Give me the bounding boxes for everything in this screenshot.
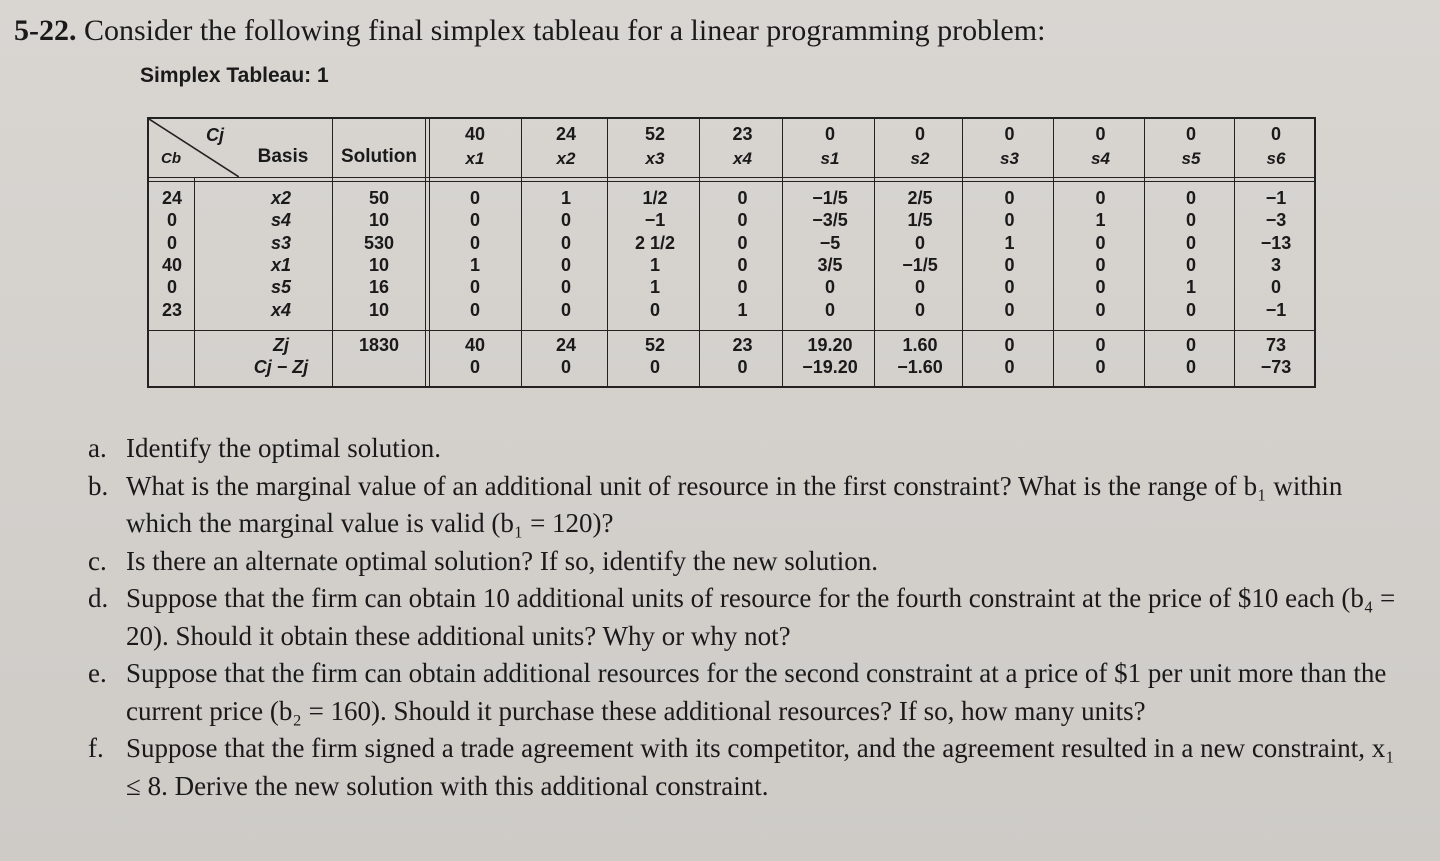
question-label: f. — [88, 733, 104, 763]
coefficient-cell: 0 — [1004, 254, 1015, 275]
cj-value: 52 — [644, 124, 666, 144]
problem-heading — [14, 14, 1414, 48]
coefficient-cell: 0 — [914, 299, 925, 320]
cj-zj-label: Cj − Zj — [253, 357, 309, 377]
zj-solution: 1830 — [358, 335, 400, 355]
coefficient-cell: 0 — [1185, 210, 1196, 231]
cj-zj-value: −73 — [1260, 357, 1292, 377]
col-divider — [1053, 119, 1054, 386]
coefficient-cell: 2/5 — [907, 188, 933, 208]
coefficient-cell: 0 — [560, 277, 571, 298]
simplex-tableau — [147, 117, 1316, 388]
coefficient-cell: 3/5 — [817, 254, 843, 275]
cb-value: 40 — [161, 254, 183, 275]
coefficient-cell: 0 — [737, 188, 748, 208]
coefficient-cell: 0 — [1185, 232, 1196, 253]
coefficient-cell: 1 — [560, 188, 571, 208]
solution-value: 16 — [368, 277, 390, 298]
solution-value: 10 — [368, 299, 390, 320]
coefficient-cell: 3 — [1270, 254, 1281, 275]
cb-corner-label: Cb — [161, 150, 181, 167]
cb-value: 0 — [166, 277, 177, 298]
coefficient-cell: 1 — [1004, 232, 1015, 253]
coefficient-cell: 1/5 — [907, 210, 933, 231]
coefficient-cell: 1/2 — [642, 188, 668, 208]
zj-value: 23 — [732, 335, 753, 355]
basis-variable: s4 — [270, 210, 292, 231]
question-text: Suppose that the firm can obtain 10 additional units of resource for the fourth constraint at the price of $10 each (b₄ = 20). Should it obtain these additional units? Why or why not? — [126, 583, 1396, 651]
coefficient-cell: 0 — [1185, 299, 1196, 320]
cb-value: 24 — [161, 188, 183, 208]
coefficient-cell: −3 — [1265, 210, 1287, 231]
cj-corner-label: Cj — [206, 125, 224, 145]
question-label: d. — [88, 583, 109, 613]
solution-value: 50 — [368, 188, 390, 208]
cj-value: 0 — [1270, 124, 1281, 144]
coefficient-cell: 0 — [1004, 299, 1015, 320]
cb-value: 23 — [161, 299, 183, 320]
coefficient-cell: 0 — [560, 254, 571, 275]
col-divider — [962, 119, 963, 386]
coefficient-cell: 0 — [469, 188, 480, 208]
coefficient-cell: 0 — [824, 299, 835, 320]
zj-value: 0 — [1095, 335, 1106, 355]
coefficient-cell: 0 — [469, 232, 480, 253]
question-text: Suppose that the firm can obtain additional resources for the second constraint at a price of $1 per unit more than the current price (b₂ = 160). Should it purchase these additional resources? If so, how many units? — [126, 658, 1387, 726]
col-divider — [607, 119, 608, 386]
coefficient-cell: 0 — [737, 232, 748, 253]
variable-header: s5 — [1181, 149, 1201, 168]
question-item — [88, 580, 1398, 655]
cj-value: 23 — [732, 124, 753, 144]
coefficient-cell: 0 — [1185, 254, 1196, 275]
variable-header: s6 — [1266, 149, 1286, 168]
cj-value: 0 — [1185, 124, 1196, 144]
cj-value: 0 — [914, 124, 925, 144]
variable-header: s4 — [1091, 149, 1110, 168]
cj-value: 40 — [464, 124, 486, 144]
coefficient-cell: 0 — [469, 210, 480, 231]
coefficient-cell: 0 — [469, 299, 480, 320]
question-label: a. — [88, 433, 107, 463]
zj-value: 0 — [1185, 335, 1196, 355]
cj-zj-value: 0 — [1185, 357, 1196, 377]
coefficient-cell: 0 — [649, 299, 660, 320]
question-item — [88, 655, 1398, 730]
coefficient-cell: −1/5 — [812, 188, 848, 208]
coefficient-cell: 1 — [737, 299, 748, 320]
coefficient-cell: 0 — [914, 232, 925, 253]
coefficient-cell: 1 — [469, 254, 480, 275]
question-text: Suppose that the firm signed a trade agreement with its competitor, and the agreement resulted in a new constraint, x₁ ≤ 8. Derive the new solution with this additional constraint. — [126, 733, 1395, 801]
cj-zj-value: −19.20 — [802, 357, 858, 377]
coefficient-cell: 0 — [1004, 210, 1015, 231]
tableau-title: Simplex Tableau: 1 — [140, 64, 329, 87]
zj-value: 1.60 — [902, 335, 938, 355]
question-list — [88, 430, 1398, 805]
variable-header: x1 — [465, 149, 485, 168]
col-divider — [521, 119, 522, 386]
col-divider — [1234, 119, 1235, 386]
zj-value: 73 — [1265, 335, 1287, 355]
coefficient-cell: 0 — [1185, 188, 1196, 208]
coefficient-cell: 1 — [649, 254, 660, 275]
cj-value: 0 — [1004, 124, 1015, 144]
col-divider — [782, 119, 783, 386]
cj-zj-value: −1.60 — [897, 357, 943, 377]
cb-value: 0 — [166, 210, 177, 231]
cj-value: 0 — [824, 124, 835, 144]
coefficient-cell: −5 — [819, 232, 841, 253]
question-label: b. — [88, 470, 109, 501]
coefficient-cell: 2 1/2 — [634, 232, 676, 253]
cb-divider — [194, 177, 195, 386]
question-item — [88, 430, 1398, 468]
coefficient-cell: 0 — [1095, 232, 1106, 253]
coefficient-cell: 0 — [737, 210, 748, 231]
cj-zj-value: 0 — [737, 357, 748, 377]
zj-value: 40 — [464, 335, 486, 355]
basis-variable: x2 — [270, 188, 292, 208]
question-text: Is there an alternate optimal solution? If so, identify the new solution. — [126, 545, 879, 576]
cj-value: 24 — [555, 124, 577, 144]
variable-header: s2 — [910, 149, 930, 168]
coefficient-cell: 0 — [469, 277, 480, 298]
coefficient-cell: 0 — [914, 277, 925, 298]
basis-variable: s3 — [270, 232, 292, 253]
solution-value: 10 — [368, 210, 390, 231]
problem-intro: Consider the following final simplex tableau for a linear programming problem: — [84, 14, 1046, 47]
header-divider — [149, 177, 1314, 182]
coefficient-cell: 0 — [824, 277, 835, 298]
coefficient-cell: 0 — [1095, 254, 1106, 275]
variable-header: x2 — [556, 149, 576, 168]
coefficient-cell: 0 — [1004, 277, 1015, 298]
coefficient-cell: 0 — [560, 210, 571, 231]
coefficient-cell: 1 — [1095, 210, 1106, 231]
basis-variable: x1 — [270, 254, 292, 275]
question-item — [88, 730, 1398, 805]
coefficient-cell: −1 — [1265, 299, 1287, 320]
coefficient-cell: 0 — [1095, 188, 1106, 208]
col-divider — [874, 119, 875, 386]
coefficient-cell: 0 — [560, 232, 571, 253]
coefficient-cell: 0 — [1095, 299, 1106, 320]
coefficient-cell: 0 — [1095, 277, 1106, 298]
cj-zj-value: 0 — [469, 357, 480, 377]
zj-value: 19.20 — [807, 335, 853, 355]
coefficient-cell: 0 — [560, 299, 571, 320]
variable-header: s3 — [1000, 149, 1019, 168]
coefficient-cell: 1 — [1185, 277, 1196, 298]
solution-value: 530 — [363, 232, 395, 253]
col-divider — [699, 119, 700, 386]
coefficient-cell: 1 — [649, 277, 660, 298]
coefficient-cell: −1 — [644, 210, 666, 231]
question-item — [88, 468, 1398, 543]
cj-zj-value: 0 — [560, 357, 571, 377]
coefficient-cell: 0 — [1270, 277, 1281, 298]
coefficient-cell: −1 — [1265, 188, 1287, 208]
coefficient-cell: −13 — [1260, 232, 1292, 253]
basis-variable: x4 — [270, 299, 292, 320]
body-divider — [149, 330, 1314, 331]
question-label: c. — [88, 545, 107, 576]
problem-number: 5-22. — [14, 14, 77, 47]
cj-zj-value: 0 — [649, 357, 660, 377]
solution-header: Solution — [341, 146, 417, 167]
variable-header: x4 — [733, 149, 752, 168]
zj-label: Zj — [273, 335, 289, 355]
cj-zj-value: 0 — [1095, 357, 1106, 377]
question-label: e. — [88, 658, 107, 688]
variable-header: s1 — [820, 149, 840, 168]
coefficient-cell: 0 — [737, 254, 748, 275]
coefficient-cell: 0 — [1004, 188, 1015, 208]
coefficient-cell: −1/5 — [902, 254, 938, 275]
basis-header: Basis — [257, 146, 309, 167]
cj-zj-value: 0 — [1004, 357, 1015, 377]
question-text: What is the marginal value of an additional unit of resource in the first constraint? What is the range of b₁ within which the marginal value is valid (b₁ = 120)? — [126, 470, 1343, 538]
cj-value: 0 — [1095, 124, 1106, 144]
cb-value: 0 — [166, 232, 177, 253]
zj-value: 24 — [555, 335, 577, 355]
question-item — [88, 543, 1398, 581]
zj-value: 0 — [1004, 335, 1015, 355]
basis-variable: s5 — [270, 277, 292, 298]
coefficient-cell: −3/5 — [812, 210, 848, 231]
col-divider — [1144, 119, 1145, 386]
question-text: Identify the optimal solution. — [126, 433, 441, 463]
variable-header: x3 — [645, 149, 665, 168]
solution-value: 10 — [368, 254, 390, 275]
coefficient-cell: 0 — [737, 277, 748, 298]
zj-value: 52 — [644, 335, 666, 355]
